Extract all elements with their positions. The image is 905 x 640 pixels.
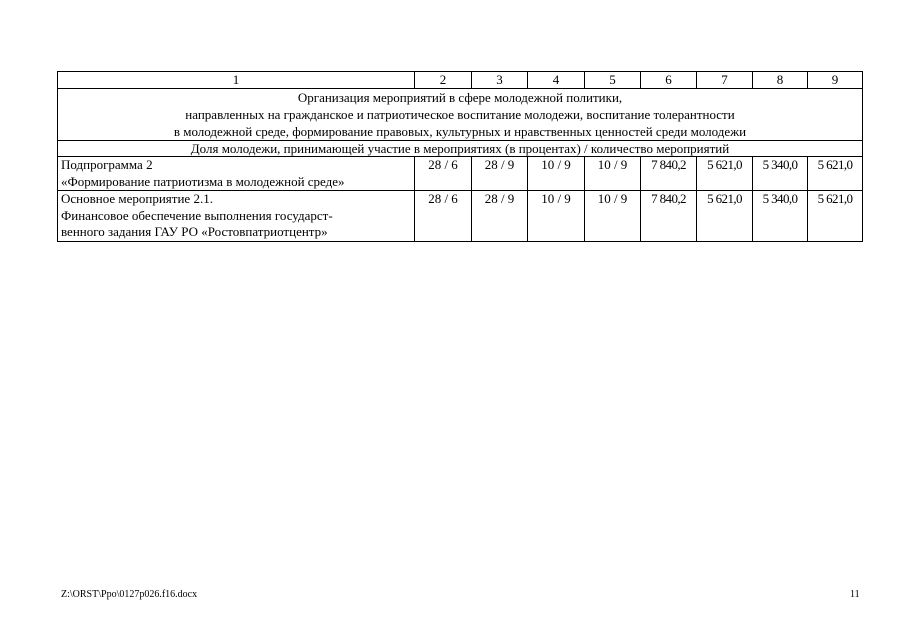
column-number-row bbox=[58, 72, 863, 89]
footer-file-path: Z:\ORST\Ppo\0127p026.f16.docx bbox=[61, 589, 198, 600]
row-name-line: Финансовое обеспечение выполнения государст- bbox=[61, 207, 333, 223]
value-cell: 7 840,2 bbox=[641, 191, 697, 242]
row-name bbox=[58, 157, 415, 191]
value-cell: 5 621,0 bbox=[808, 157, 863, 191]
value-cell: 10 / 9 bbox=[528, 191, 585, 242]
section-title bbox=[58, 89, 863, 141]
row-name-line: Подпрограмма 2 bbox=[61, 157, 153, 172]
page-number: 11 bbox=[850, 589, 860, 600]
value-cell: 5 621,0 bbox=[697, 191, 753, 242]
row-name-line: венного задания ГАУ РО «Ростовпатриотцентр» bbox=[61, 224, 328, 239]
column-number-3: 3 bbox=[472, 72, 528, 89]
section-title-line: Организация мероприятий в сфере молодежной политики, bbox=[297, 90, 623, 105]
value-cell: 10 / 9 bbox=[585, 157, 641, 191]
section-title-line: в молодежной среде, формирование правовых, культурных и нравственных ценностей среди молодежи bbox=[173, 124, 747, 139]
table-row bbox=[58, 191, 863, 242]
value-cell: 5 340,0 bbox=[753, 191, 808, 242]
value-cell: 10 / 9 bbox=[528, 157, 585, 191]
value-cell: 28 / 6 bbox=[415, 191, 472, 242]
row-name-line: «Формирование патриотизма в молодежной среде» bbox=[61, 173, 345, 189]
value-cell: 7 840,2 bbox=[641, 157, 697, 191]
column-number-7: 7 bbox=[697, 72, 753, 89]
value-cell: 5 621,0 bbox=[697, 157, 753, 191]
indicator-title: Доля молодежи, принимающей участие в мероприятиях (в процентах) / количество мероприятий bbox=[58, 141, 863, 157]
program-table bbox=[57, 71, 863, 242]
value-cell: 5 621,0 bbox=[808, 191, 863, 242]
value-cell: 28 / 9 bbox=[472, 191, 528, 242]
indicator-row bbox=[58, 141, 863, 157]
column-number-4: 4 bbox=[528, 72, 585, 89]
value-cell: 10 / 9 bbox=[585, 191, 641, 242]
value-cell: 5 340,0 bbox=[753, 157, 808, 191]
table-row bbox=[58, 157, 863, 191]
section-title-row bbox=[58, 89, 863, 141]
value-cell: 28 / 6 bbox=[415, 157, 472, 191]
value-cell: 28 / 9 bbox=[472, 157, 528, 191]
column-number-5: 5 bbox=[585, 72, 641, 89]
column-number-8: 8 bbox=[753, 72, 808, 89]
section-title-line: направленных на гражданское и патриотическое воспитание молодежи, воспитание толерантности bbox=[185, 107, 735, 122]
row-name bbox=[58, 191, 415, 242]
column-number-6: 6 bbox=[641, 72, 697, 89]
column-number-9: 9 bbox=[808, 72, 863, 89]
column-number-1: 1 bbox=[58, 72, 415, 89]
row-name-line: Основное мероприятие 2.1. bbox=[61, 191, 213, 206]
column-number-2: 2 bbox=[415, 72, 472, 89]
